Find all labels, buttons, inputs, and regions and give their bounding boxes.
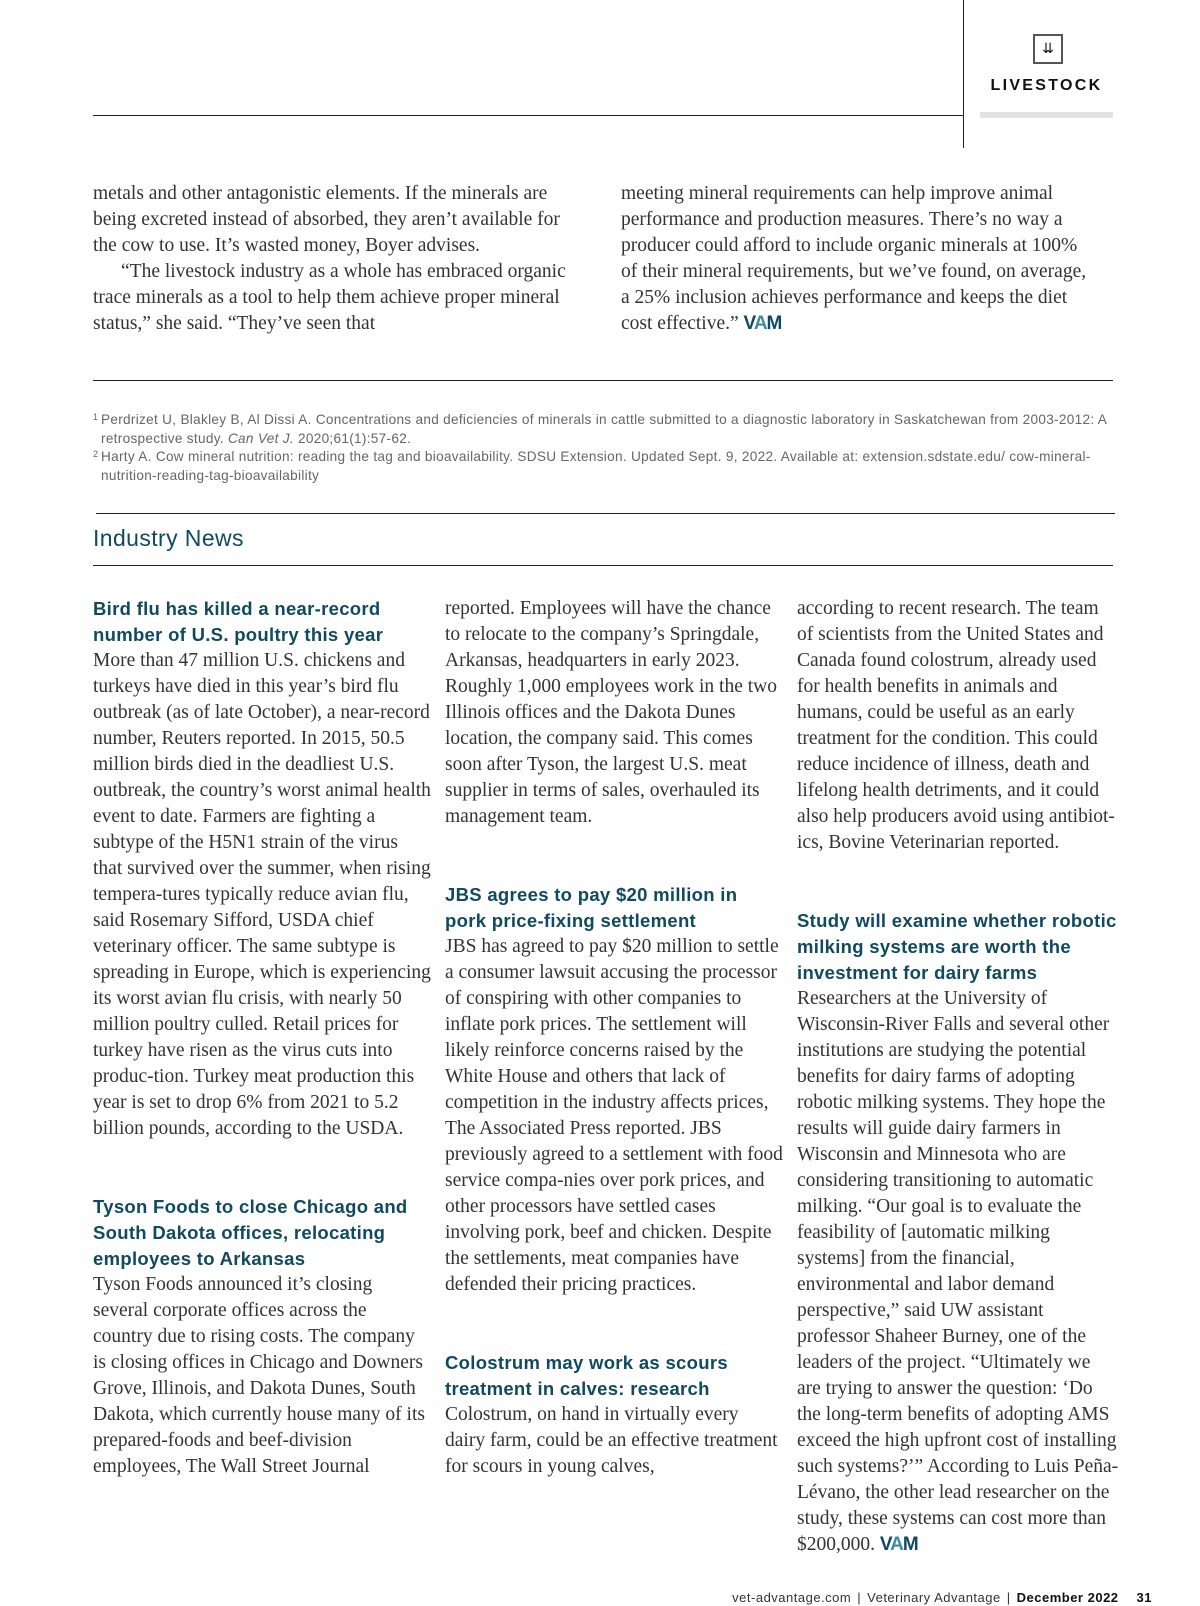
article-body: More than 47 million U.S. chickens and turkeys have died in this year’s bird flu outbreak (as of late October), a near-record number, Reuters reported. In 2015, 50.5 million birds died in the deadliest U.S. outbreak, the country’s worst animal health event to date. Farmers are fighting a subtype of the H5N1 strain of the virus that survived over the summer, when rising tempera-tures typically reduce avian flu, said Rosemary Sifford, USDA chief veterinary officer. The same subtype is spreading in Europe, which is experiencing its worst avian flu crisis, with nearly 50 million poultry culled. Retail prices for turkey have risen as the virus cuts into produc-tion. Turkey meat production this year is set to drop 6% from 2021 to 5.2 billion pounds, according to the USDA. xyxy=(93,650,431,1139)
article-body: JBS has agreed to pay $20 million to settle a consumer lawsuit accusing the processor of conspiring with other companies to inflate pork prices. The settlement will likely reinforce concerns raised by the White House and others that lack of competition in the industry affects prices, The Associated Press reported. JBS previously agreed to a settlement with food service compa-nies over pork prices, and other processors have settled cases involving pork, beef and chicken. Despite the settlements, meat companies have defended their pricing practices. xyxy=(445,936,783,1295)
article-headline: JBS agrees to pay $20 million in pork price-fixing settlement xyxy=(445,884,738,931)
header-horizontal-rule xyxy=(93,115,964,116)
article-headline: Bird flu has killed a near-record number of U.S. poultry this year xyxy=(93,598,384,645)
intro-paragraph: “The livestock industry as a whole has embraced organic trace minerals as a tool to help them achieve proper mineral status,” she said. “They’ve seen that xyxy=(93,261,566,334)
intro-paragraph: meeting mineral requirements can help improve animal performance and production measures. There’s no way a producer could afford to include organic minerals at 100% of their mineral requirements, but we’ve found, on average, a 25% inclusion achieves performance and keeps the diet cost effective.” xyxy=(621,183,1087,334)
intro-paragraph: metals and other antagonistic elements. If the minerals are being excreted instead of absorbed, they aren’t available for the cow to use. It’s wasted money, Boyer advises. xyxy=(93,183,560,256)
news-column-2 xyxy=(445,596,783,1480)
footnote-number: 1 xyxy=(93,412,99,422)
end-mark-logo: VAM xyxy=(879,1534,918,1555)
footer-website[interactable]: vet-advantage.com xyxy=(732,1590,852,1605)
article-body: according to recent research. The team of scientists from the United States and Canada found colostrum, already used for health benefits in animals and humans, could be useful as an early treatment for the condition. This could reduce incidence of illness, death and lifelong health detriments, and it could also help producers avoid using antibiot-ics, Bovine Veterinarian reported. xyxy=(797,598,1115,853)
footnote-text: Perdrizet U, Blakley B, Al Dissi A. Concentrations and deficiencies of minerals in cattle submitted to a diagnostic laboratory in Saskatchewan from 2003-2012: A retrospective study. Can Vet J. 2020;61(1):57-62. xyxy=(101,412,1107,446)
intro-left-column xyxy=(93,181,583,337)
intro-right-column xyxy=(621,181,1091,337)
page-footer: vet-advantage.com | Veterinary Advantage | December 2022 31 xyxy=(732,1590,1152,1605)
footnote-text: Harty A. Cow mineral nutrition: reading the tag and bioavailability. SDSU Extension. Updated Sept. 9, 2022. Available at: extension.sdstate.edu/ cow-mineral-nutrition-reading-tag-bioavailability xyxy=(101,449,1091,483)
footer-publication: Veterinary Advantage xyxy=(867,1590,1001,1605)
news-column-1 xyxy=(93,596,431,1480)
article-headline: Colostrum may work as scours treatment in calves: research xyxy=(445,1352,728,1399)
page-number: 31 xyxy=(1136,1590,1152,1605)
footnotes xyxy=(93,411,1118,485)
article-body: Tyson Foods announced it’s closing several corporate offices across the country due to rising costs. The company is closing offices in Chicago and Downers Grove, Illinois, and Dakota Dunes, South Dakota, which currently house many of its prepared-foods and beef-division employees, The Wall Street Journal xyxy=(93,1274,425,1477)
divider xyxy=(93,380,1113,381)
footnote xyxy=(93,411,1118,448)
article-body: Researchers at the University of Wisconsin-River Falls and several other institutions are studying the potential benefits for dairy farms of adopting robotic milking systems. They hope the results will guide dairy farmers in Wisconsin and Minnesota who are considering transitioning to automatic milking. “Our goal is to evaluate the feasibility of [automatic milking systems] from the financial, environmental and labor demand perspective,” said UW assistant professor Shaheer Burney, one of the leaders of the project. “Ultimately we are trying to answer the question: ‘Do the long-term benefits of adopting AMS exceed the high upfront cost of installing such systems?’” According to Luis Peña-Lévano, the other lead researcher on the study, these systems can cost more than $200,000. VAM xyxy=(797,988,1119,1555)
article-headline: Study will examine whether robotic milking systems are worth the investment for dairy farms xyxy=(797,910,1117,983)
divider xyxy=(96,513,1115,514)
divider xyxy=(93,565,1113,566)
industry-news-title: Industry News xyxy=(93,525,244,551)
article-body: Colostrum, on hand in virtually every dairy farm, could be an effective treatment for scours in young calves, xyxy=(445,1404,778,1477)
section-label: LIVESTOCK xyxy=(990,77,1103,94)
end-mark-logo: VAM xyxy=(743,313,782,334)
footer-date: December 2022 xyxy=(1016,1590,1119,1605)
news-column-3 xyxy=(797,596,1119,1558)
footnote-number: 2 xyxy=(93,449,99,459)
article-headline: Tyson Foods to close Chicago and South Dakota offices, relocating employees to Arkansas xyxy=(93,1196,408,1269)
article-body: reported. Employees will have the chance to relocate to the company’s Springdale, Arkansas, headquarters in early 2023. Roughly 1,000 employees work in the two Illinois offices and the Dakota Dunes location, the company said. This comes soon after Tyson, the largest U.S. meat supplier in terms of sales, overhauled its management team. xyxy=(445,598,778,827)
header-vertical-rule xyxy=(963,0,964,148)
footnote xyxy=(93,448,1118,485)
section-label-bar xyxy=(980,112,1113,118)
double-chevron-down-icon[interactable]: ⇊ xyxy=(1033,34,1063,64)
